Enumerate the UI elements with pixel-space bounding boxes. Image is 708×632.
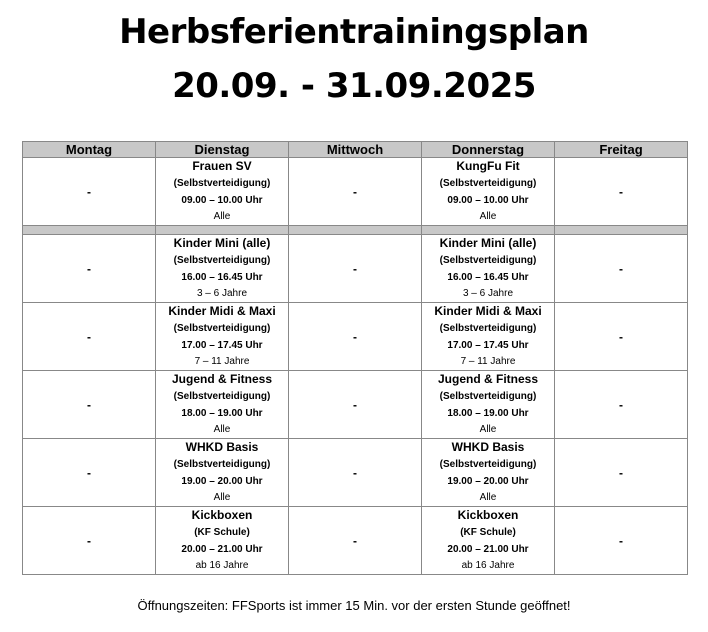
empty-cell: - — [289, 507, 422, 575]
empty-cell: - — [555, 235, 688, 303]
table-row — [23, 303, 688, 371]
course-cell — [156, 507, 289, 575]
course-time: 17.00 – 17.45 Uhr — [447, 340, 529, 351]
course-age: 3 – 6 Jahre — [462, 288, 514, 299]
course-subtitle: (Selbstverteidigung) — [439, 255, 537, 266]
course-age: Alle — [479, 211, 497, 222]
course-cell — [156, 303, 289, 371]
course-time: 09.00 – 10.00 Uhr — [181, 195, 263, 206]
course-age: ab 16 Jahre — [461, 560, 515, 571]
course-name: KungFu Fit — [456, 159, 520, 173]
course-subtitle: (Selbstverteidigung) — [439, 323, 537, 334]
spacer-row — [23, 226, 688, 235]
empty-cell: - — [289, 439, 422, 507]
table-row — [23, 158, 688, 226]
header-freitag: Freitag — [555, 142, 688, 158]
course-name: Kinder Midi & Maxi — [434, 304, 542, 318]
spacer-cell — [23, 226, 156, 235]
course-age: 3 – 6 Jahre — [196, 288, 248, 299]
table-row — [23, 371, 688, 439]
course-subtitle: (Selbstverteidigung) — [439, 391, 537, 402]
course-name: WHKD Basis — [185, 440, 259, 454]
spacer-cell — [289, 226, 422, 235]
empty-cell: - — [555, 371, 688, 439]
spacer-cell — [156, 226, 289, 235]
course-name: Kinder Midi & Maxi — [168, 304, 276, 318]
date-range-title: 20.09. - 31.09.2025 — [172, 66, 536, 106]
empty-cell: - — [23, 507, 156, 575]
empty-cell: - — [289, 371, 422, 439]
table-row — [23, 235, 688, 303]
course-time: 16.00 – 16.45 Uhr — [447, 272, 529, 283]
course-age: 7 – 11 Jahre — [194, 356, 250, 367]
course-cell — [422, 371, 555, 439]
course-name: Jugend & Fitness — [437, 372, 538, 386]
course-subtitle: (KF Schule) — [194, 527, 250, 538]
empty-cell: - — [289, 235, 422, 303]
course-subtitle: (Selbstverteidigung) — [439, 178, 537, 189]
table-row — [23, 507, 688, 575]
course-cell — [422, 235, 555, 303]
course-name: Kickboxen — [457, 508, 519, 522]
course-age: Alle — [479, 424, 497, 435]
course-cell — [422, 439, 555, 507]
course-age: ab 16 Jahre — [195, 560, 249, 571]
empty-cell: - — [555, 303, 688, 371]
course-time: 18.00 – 19.00 Uhr — [447, 408, 529, 419]
empty-cell: - — [555, 439, 688, 507]
spacer-cell — [422, 226, 555, 235]
course-time: 09.00 – 10.00 Uhr — [447, 195, 529, 206]
course-age: 7 – 11 Jahre — [460, 356, 516, 367]
course-name: Jugend & Fitness — [171, 372, 272, 386]
course-name: Kickboxen — [191, 508, 253, 522]
course-age: Alle — [213, 211, 231, 222]
empty-cell: - — [555, 507, 688, 575]
opening-hours-note: Öffnungszeiten: FFSports ist immer 15 Min. vor der ersten Stunde geöffnet! — [137, 598, 571, 613]
spacer-cell — [555, 226, 688, 235]
course-cell — [422, 158, 555, 226]
course-subtitle: (Selbstverteidigung) — [173, 178, 271, 189]
course-cell — [422, 303, 555, 371]
course-time: 20.00 – 21.00 Uhr — [181, 544, 263, 555]
empty-cell: - — [23, 235, 156, 303]
course-time: 18.00 – 19.00 Uhr — [181, 408, 263, 419]
header-row — [23, 142, 688, 158]
course-subtitle: (KF Schule) — [460, 527, 516, 538]
course-time: 16.00 – 16.45 Uhr — [181, 272, 263, 283]
course-age: Alle — [213, 492, 231, 503]
course-name: WHKD Basis — [451, 440, 525, 454]
page-title: Herbsferientrainingsplan — [119, 12, 589, 52]
empty-cell: - — [555, 158, 688, 226]
course-subtitle: (Selbstverteidigung) — [173, 255, 271, 266]
empty-cell: - — [289, 158, 422, 226]
course-cell — [156, 439, 289, 507]
course-subtitle: (Selbstverteidigung) — [173, 391, 271, 402]
empty-cell: - — [23, 158, 156, 226]
empty-cell: - — [23, 371, 156, 439]
empty-cell: - — [289, 303, 422, 371]
course-time: 19.00 – 20.00 Uhr — [181, 476, 263, 487]
header-mittwoch: Mittwoch — [289, 142, 422, 158]
header-dienstag: Dienstag — [156, 142, 289, 158]
training-schedule-table — [22, 141, 688, 575]
course-cell — [422, 507, 555, 575]
course-time: 20.00 – 21.00 Uhr — [447, 544, 529, 555]
empty-cell: - — [23, 439, 156, 507]
header-montag: Montag — [23, 142, 156, 158]
table-row — [23, 439, 688, 507]
header-donnerstag: Donnerstag — [422, 142, 555, 158]
course-time: 19.00 – 20.00 Uhr — [447, 476, 529, 487]
course-age: Alle — [213, 424, 231, 435]
course-subtitle: (Selbstverteidigung) — [173, 323, 271, 334]
course-cell — [156, 158, 289, 226]
empty-cell: - — [23, 303, 156, 371]
course-subtitle: (Selbstverteidigung) — [439, 459, 537, 470]
course-name: Kinder Mini (alle) — [439, 236, 537, 250]
course-time: 17.00 – 17.45 Uhr — [181, 340, 263, 351]
course-cell — [156, 371, 289, 439]
course-cell — [156, 235, 289, 303]
course-name: Kinder Mini (alle) — [173, 236, 271, 250]
course-subtitle: (Selbstverteidigung) — [173, 459, 271, 470]
course-age: Alle — [479, 492, 497, 503]
course-name: Frauen SV — [192, 159, 252, 173]
